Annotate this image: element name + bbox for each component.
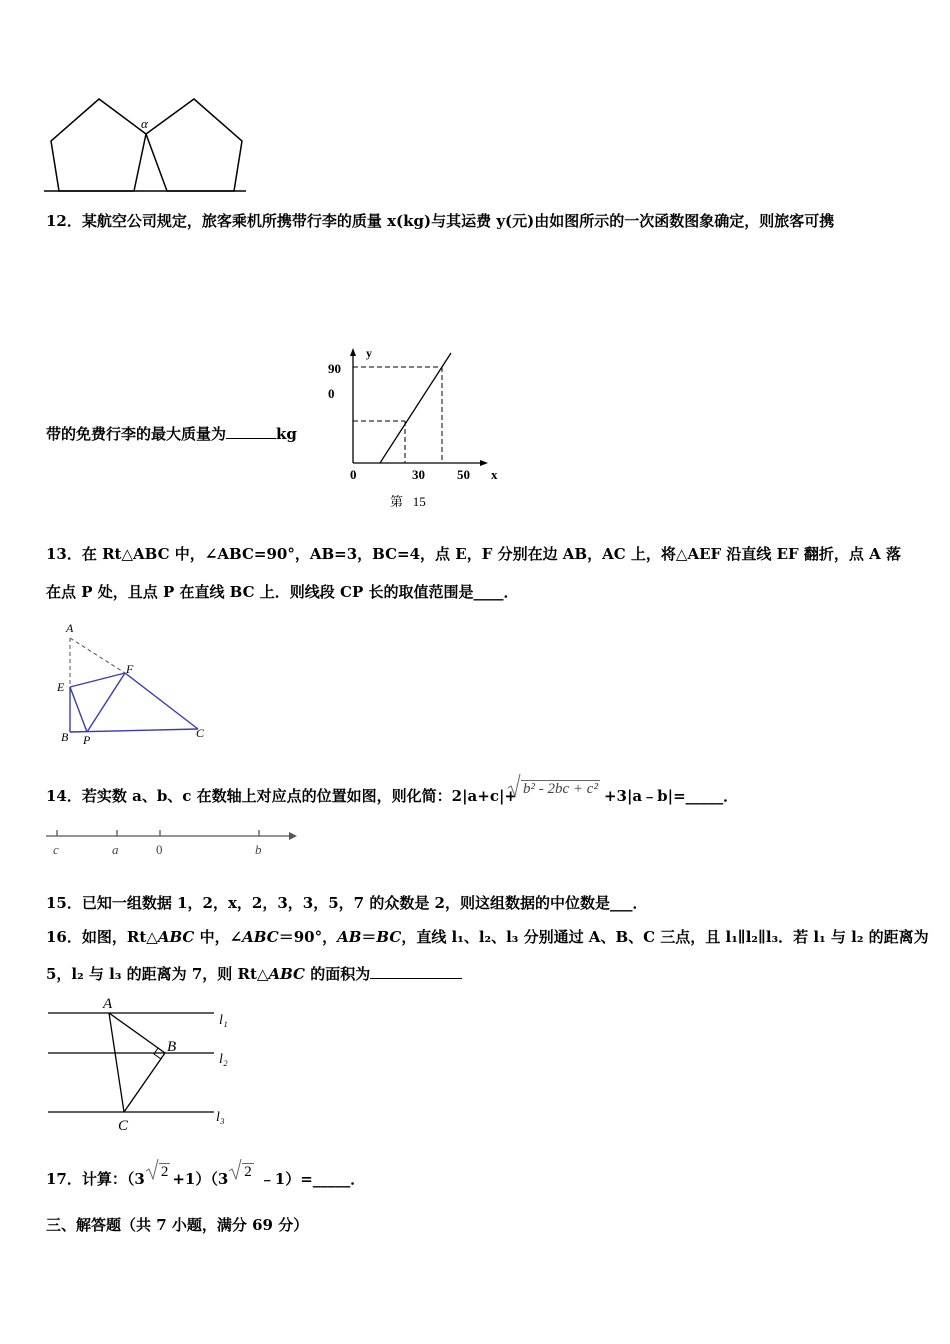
label-l1: l₁ [219, 1013, 228, 1028]
right-pentagon [146, 99, 242, 191]
y-axis-arrow [350, 348, 356, 356]
segment-AC [109, 1013, 124, 1112]
question-17 [46, 1164, 366, 1190]
segment-FC [125, 673, 198, 729]
q16-text-c: ＝90°， [278, 928, 338, 946]
y-axis-label: y [366, 346, 372, 360]
q16-text-b: 中，∠ [194, 928, 243, 946]
q16-ab: AB [337, 928, 362, 946]
radicand-17a: 2 [160, 1164, 169, 1180]
q16-bc: BC [376, 928, 402, 946]
function-line [380, 353, 451, 463]
q17-mid: +1）（3 [172, 1170, 229, 1188]
radicand-17b: 2 [244, 1164, 252, 1180]
answer-blank-16 [370, 964, 462, 979]
radical-sign-icon [507, 773, 521, 797]
y-tick-90: 90 [328, 361, 341, 376]
question-12-line1: 12．某航空公司规定，旅客乘机所携带行李的质量 x(kg)与其运费 y(元)由如图所示的一次函数图象确定，则旅客可携 [46, 212, 835, 230]
label-A: A [66, 621, 74, 635]
q17-prefix: 17．计算：（3 [46, 1170, 145, 1188]
angle-alpha-label: α [141, 116, 148, 131]
question-12-prefix: 带的免费行李的最大质量为 [46, 425, 227, 443]
question-12-unit: kg [276, 425, 297, 443]
label-B: B [167, 1039, 177, 1055]
q16-line2-abc: ABC [268, 965, 305, 983]
question-14 [46, 781, 739, 807]
question-16-line2 [46, 964, 462, 984]
left-pentagon [51, 99, 146, 191]
label-F: F [126, 662, 134, 676]
answer-blank-12 [226, 424, 276, 439]
segment-AB [109, 1013, 165, 1053]
q16-line2-a: 5，l₂ 与 l₃ 的距离为 7，则 Rt△ [46, 965, 269, 983]
x-tick-50: 50 [457, 467, 470, 482]
number-line-arrow [289, 832, 297, 840]
x-tick-0: 0 [350, 467, 357, 482]
sqrt-2-first [159, 1164, 171, 1190]
label-l3: l₃ [216, 1110, 225, 1125]
q16-text-a: 16．如图，Rt△ [46, 928, 158, 946]
x-axis-label: x [491, 467, 498, 482]
axis-label-c: c [53, 842, 59, 857]
radicand-14: b² - 2bc + c² [523, 781, 598, 797]
label-C: C [196, 726, 205, 740]
x-tick-30: 30 [412, 467, 425, 482]
pentagons-figure [40, 92, 255, 196]
x-axis-arrow [480, 460, 488, 466]
radical-sign-icon [228, 1158, 242, 1180]
triangle-fold-figure [52, 620, 217, 748]
axis-label-a: a [112, 842, 119, 857]
sqrt-2-second [242, 1164, 254, 1190]
label-E: E [57, 680, 65, 694]
axis-label-0: 0 [156, 842, 163, 857]
question-13-line1: 13．在 Rt△ABC 中，∠ABC=90°，AB=3，BC=4，点 E，F 分别在边 AB，AC 上，将△AEF 沿直线 EF 翻折，点 A 落 [46, 545, 902, 563]
q16-text-d: ，直线 l₁、l₂、l₃ 分别通过 A、B、C 三点，且 l₁∥l₂∥l₃．若 l₁ 与 l₂ 的距离为 [401, 928, 929, 946]
label-l2: l₂ [219, 1052, 228, 1067]
question-13-line2: 在点 P 处，且点 P 在直线 BC 上．则线段 CP 长的取值范围是____． [46, 583, 519, 601]
linear-function-graph [322, 345, 507, 513]
y-tick-0: 0 [328, 386, 335, 401]
parallel-lines-figure [44, 993, 244, 1135]
label-P: P [83, 733, 91, 747]
segment-BC [124, 1053, 165, 1112]
section-3-heading: 三、解答题（共 7 小题，满分 69 分） [46, 1216, 309, 1234]
graph-caption: 第 15 [390, 494, 426, 509]
axis-label-b: b [255, 842, 262, 857]
q17-suffix: ﹣1）=_____． [259, 1170, 366, 1188]
label-C: C [118, 1118, 129, 1134]
label-B: B [61, 730, 69, 744]
question-14-suffix: +3|a﹣b|=_____． [603, 787, 739, 805]
question-16-line1 [46, 927, 929, 947]
label-A: A [103, 996, 113, 1012]
question-15: 15．已知一组数据 1，2，x，2，3，3，5，7 的众数是 2，则这组数据的中位数是___． [46, 894, 648, 912]
question-14-prefix: 14．若实数 a、b、c 在数轴上对应点的位置如图，则化简：2|a+c|+ [46, 787, 518, 805]
number-line-figure [44, 827, 304, 859]
q16-line2-b: 的面积为 [305, 965, 371, 983]
sqrt-expression [521, 781, 600, 807]
segment-EP [70, 687, 87, 732]
q16-abc-2: ABC [242, 928, 279, 946]
dashed-AF [70, 638, 125, 673]
q16-abc: ABC [157, 928, 195, 946]
question-12-line2 [46, 424, 297, 444]
q16-eq: ＝ [361, 928, 377, 946]
radical-sign-icon [145, 1158, 159, 1180]
